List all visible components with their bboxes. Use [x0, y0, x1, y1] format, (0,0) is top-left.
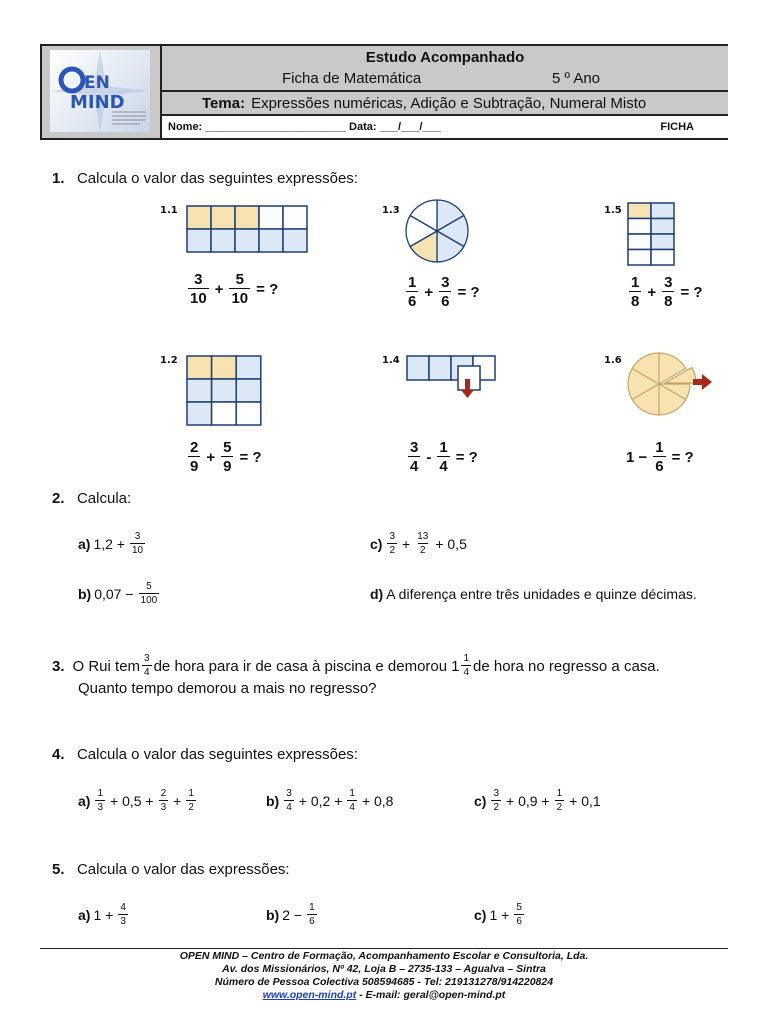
q5-heading — [52, 861, 290, 879]
footer-divider — [40, 948, 728, 949]
fraction: $\frac{5}{100}$ — [140, 581, 158, 606]
operator: + — [647, 283, 657, 301]
operator: + — [214, 280, 224, 298]
q5-text: Calcula o valor das expressões: — [76, 861, 290, 878]
fraction: $\frac{5}{10}$ — [231, 271, 249, 307]
label-1-2: 1.2 — [160, 355, 178, 366]
fraction: $\frac{1}{4}$ — [349, 788, 355, 813]
fraction: $\frac{3}{2}$ — [389, 531, 396, 556]
q2-number: 2. — [52, 490, 65, 507]
footer-contacts — [40, 989, 728, 1002]
website-link[interactable]: www.open-mind.pt — [262, 989, 357, 1001]
item-label: b) — [78, 586, 92, 602]
header-name-row — [162, 116, 728, 138]
item-label: b) — [266, 793, 280, 809]
fraction: $\frac{3}{4}$ — [286, 788, 292, 813]
fraction: $\frac{1}{4}$ — [463, 653, 470, 678]
q4-a: a) $\frac{1}{3}$ + 0,5 + $\frac{2}{3}$ + $\frac{1}{2}$ — [78, 788, 194, 813]
expr-1-5 — [627, 275, 703, 309]
equals-question: = ? — [457, 283, 480, 301]
fraction: $\frac{1}{4}$ — [439, 439, 448, 475]
expr-1-1 — [186, 272, 278, 306]
footer-email: - E-mail: geral@open-mind.pt — [356, 989, 506, 1001]
q4-number: 4. — [52, 746, 65, 763]
item-text: A diferença entre três unidades e quinze décimas. — [386, 586, 697, 602]
figure-1-4-bar — [406, 355, 506, 403]
q5-b — [266, 903, 319, 927]
item-label: a) — [78, 536, 91, 552]
term: + 0,5 + — [110, 793, 154, 809]
fraction: $\frac{3}{2}$ — [493, 788, 500, 813]
expr-1-3 — [404, 275, 480, 309]
fraction: $\frac{1}{2}$ — [188, 788, 194, 813]
equals-question: = ? — [680, 283, 703, 301]
item-label: d) — [370, 586, 384, 602]
q1-text: Calcula o valor das seguintes expressões: — [76, 170, 358, 187]
tema-label: Tema: — [202, 95, 246, 112]
fraction: $\frac{3}{6}$ — [441, 274, 450, 310]
tema-line — [202, 95, 646, 112]
open-mind-logo — [50, 50, 150, 132]
label-1-5: 1.5 — [604, 205, 622, 216]
label-1-4: 1.4 — [382, 355, 400, 366]
fraction: $\frac{4}{3}$ — [120, 902, 126, 927]
svg-text:EN: EN — [84, 73, 110, 93]
doc-subject: Ficha de Matemática — [282, 70, 422, 87]
item-label: c) — [370, 536, 383, 552]
term: 0,07 − — [94, 586, 134, 602]
q4-b — [266, 789, 393, 813]
q1-heading — [52, 170, 358, 188]
fraction: $\frac{13}{2}$ — [417, 531, 429, 556]
figure-1-6-circle — [626, 350, 714, 418]
term: + 0,5 — [435, 536, 467, 552]
fraction: $\frac{3}{10}$ — [190, 271, 207, 307]
fraction: $\frac{5}{6}$ — [516, 902, 522, 927]
expr-1-2 — [186, 440, 262, 474]
operator: - — [426, 448, 432, 466]
svg-text:MIND: MIND — [70, 92, 125, 113]
term: + 0,2 + — [298, 793, 343, 809]
footer-nif-phone: Número de Pessoa Colectiva 508594685 - Tel: 219131278/914220824 — [214, 976, 554, 988]
fraction: $\frac{1}{8}$ — [631, 274, 640, 310]
mixed-whole: 1 — [451, 657, 460, 675]
footer — [40, 950, 728, 1002]
fraction: $\frac{3}{8}$ — [664, 274, 673, 310]
operator: + — [206, 448, 216, 466]
q3-question: Quanto tempo demorou a mais no regresso? — [78, 680, 377, 697]
q2-c: c) $\frac{3}{2}$ + $\frac{13}{2}$ + 0,5 — [370, 531, 467, 556]
item-label: b) — [266, 907, 280, 923]
q1-number: 1. — [52, 170, 65, 187]
operator: + — [424, 283, 434, 301]
item-label: a) — [78, 907, 91, 923]
term: 1,2 + — [93, 536, 125, 552]
q5-c — [474, 903, 526, 927]
equals-question: = ? — [239, 448, 262, 466]
fraction: $\frac{5}{9}$ — [223, 439, 232, 475]
fraction: $\frac{1}{3}$ — [97, 788, 104, 813]
figure-1-1-bar — [186, 205, 310, 255]
q3-text-3: de hora no regresso a casa. — [473, 657, 660, 675]
term: 1 + — [93, 907, 114, 923]
fraction: $\frac{3}{4}$ — [144, 653, 150, 678]
q2-text: Calcula: — [76, 490, 132, 507]
fraction: $\frac{1}{6}$ — [655, 439, 664, 475]
fraction: $\frac{1}{6}$ — [309, 902, 315, 927]
lead-term: 1 − — [626, 448, 648, 466]
label-1-1: 1.1 — [160, 205, 178, 216]
expr-1-6 — [626, 440, 694, 474]
term: + 0,8 — [361, 793, 394, 809]
figure-1-2-grid — [186, 355, 262, 427]
tema-text: Expressões numéricas, Adição e Subtração, Numeral Misto — [251, 95, 647, 112]
ficha-label: FICHA — [660, 121, 694, 133]
header-title-row — [162, 46, 728, 92]
fraction: $\frac{1}{2}$ — [556, 788, 563, 813]
doc-title: Estudo Acompanhado — [365, 49, 525, 66]
q5-a — [78, 903, 130, 927]
q3-text-2: de hora para ir de casa à piscina e demorou — [153, 657, 448, 675]
term: + 0,9 + — [506, 793, 550, 809]
header-box — [40, 44, 728, 140]
q3-text-1: O Rui tem — [72, 657, 141, 675]
term: 1 + — [489, 907, 510, 923]
term: + 0,1 — [569, 793, 601, 809]
q5-number: 5. — [52, 861, 65, 878]
q4-text: Calcula o valor das seguintes expressões: — [76, 746, 358, 763]
logo-cell — [42, 46, 162, 138]
equals-question: = ? — [455, 448, 478, 466]
q2-a — [78, 532, 147, 556]
doc-year: 5 º Ano — [552, 70, 601, 87]
fraction: $\frac{3}{4}$ — [410, 439, 419, 475]
q2-d — [370, 586, 697, 602]
term: 2 − — [282, 907, 303, 923]
q4-c — [474, 789, 601, 813]
fraction: $\frac{2}{9}$ — [190, 439, 199, 475]
name-date-line: Nome: _______________________ Data: ___/___/___ — [168, 121, 441, 133]
header-tema-row — [162, 92, 728, 116]
q3-block — [52, 654, 732, 697]
fraction: $\frac{1}{6}$ — [408, 274, 417, 310]
equals-question: = ? — [671, 448, 694, 466]
footer-company: OPEN MIND – Centro de Formação, Acompanhamento Escolar e Consultoria, Lda. — [179, 950, 589, 962]
footer-address: Av. dos Missionários, Nº 42, Loja B – 2735-133 – Agualva – Sintra — [222, 963, 546, 975]
q4-heading — [52, 746, 358, 764]
q2-heading — [52, 490, 131, 508]
expr-1-4 — [406, 440, 478, 474]
fraction: $\frac{2}{3}$ — [160, 788, 167, 813]
q3-number: 3. — [52, 657, 65, 675]
item-label: c) — [474, 793, 487, 809]
equals-question: = ? — [256, 280, 279, 298]
label-1-6: 1.6 — [604, 355, 622, 366]
fraction: $\frac{3}{10}$ — [131, 531, 144, 556]
label-1-3: 1.3 — [382, 205, 400, 216]
figure-1-3-circle — [404, 198, 470, 264]
item-label: c) — [474, 907, 487, 923]
q2-b — [78, 582, 161, 606]
figure-1-5-grid — [627, 202, 675, 268]
item-label: a) — [78, 793, 91, 809]
